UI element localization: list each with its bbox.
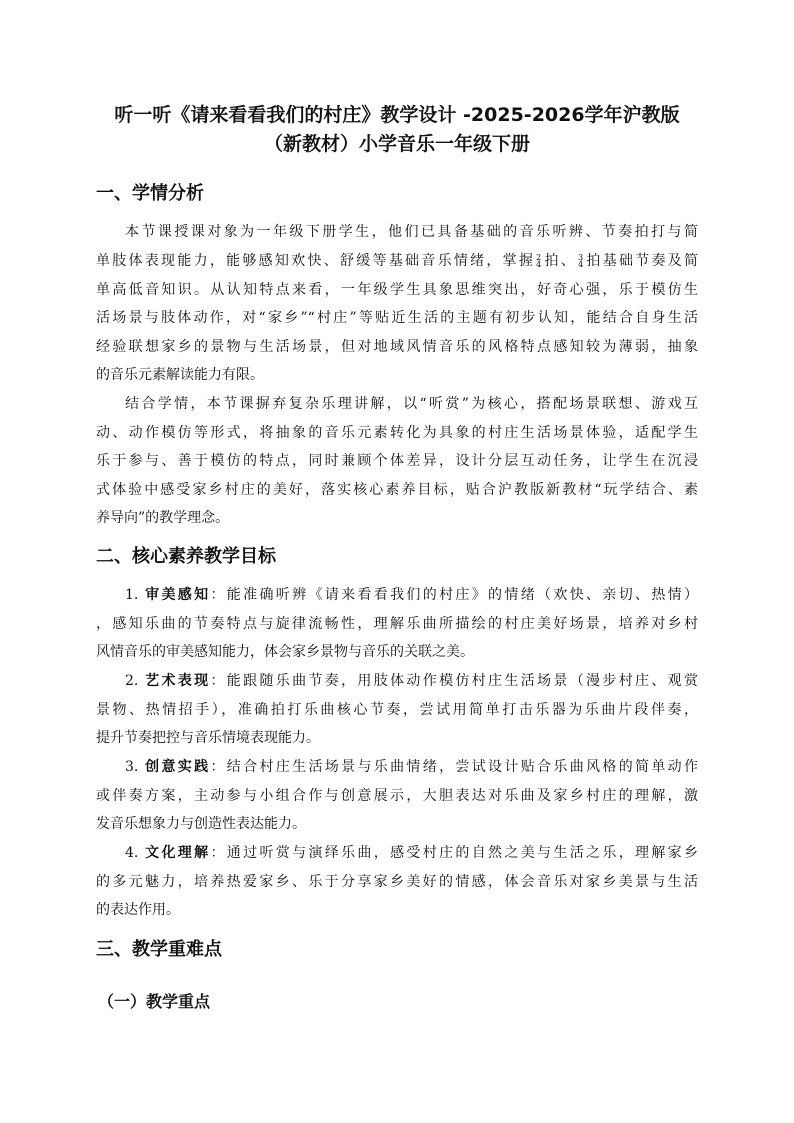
paragraph-line: 结合学情，本节课摒弃复杂乐理讲解，以“听赏”为核心，搭配场景联想、游戏互 — [125, 396, 698, 412]
paragraph-line: 的音乐元素解读能力有限。 — [96, 367, 264, 383]
goal-label: 创意实践 — [145, 759, 211, 775]
paragraph-line: 经验联想家乡的景物与生活场景，但对地域风情音乐的风格特点感知较为薄弱，抽象 — [96, 339, 698, 355]
goal-line: 1. 审美感知：能准确听辨《请来看看我们的村庄》的情绪（欢快、亲切、热情） — [125, 587, 699, 603]
goal-line: 或伴奏方案，主动参与小组合作与创意展示，大胆表达对乐曲及家乡村庄的理解，激 — [96, 788, 698, 804]
paragraph-line: 本节课授课对象为一年级下册学生，他们已具备基础的音乐听辨、节奏拍打与简 — [125, 224, 698, 240]
text-run: 拍基础节奏及简 — [584, 253, 699, 269]
time-signature-2-4: 2 4 — [536, 253, 542, 269]
section-heading-goals: 二、核心素养教学目标 — [96, 546, 276, 567]
goal-line: 3. 创意实践：结合村庄生活场景与乐曲情绪，尝试设计贴合乐曲风格的简单动作 — [125, 759, 699, 775]
paragraph-line: 动、动作模仿等形式，将抽象的音乐元素转化为具象的村庄生活场景体验，适配学生 — [96, 425, 698, 441]
goal-line: 2. 艺术表现：能跟随乐曲节奏，用肢体动作模仿村庄生活场景（漫步村庄、观赏 — [125, 673, 699, 689]
paragraph-line-with-fractions — [96, 251, 698, 271]
document-title-line-1: 听一听《请来看看我们的村庄》教学设计 -2025-2026学年沪教版 — [114, 104, 680, 126]
goal-line: 的表达作用。 — [96, 902, 180, 918]
paragraph-line: 养导向”的教学理念。 — [96, 510, 230, 526]
goal-label: 审美感知 — [145, 587, 211, 603]
goal-line: 的多元魅力，培养热爱家乡、乐于分享家乡美好的情感，体会音乐对家乡美景与生活 — [96, 874, 698, 890]
section-heading-analysis: 一、学情分析 — [96, 183, 204, 204]
paragraph-line: 活场景与肢体动作，对“家乡”“村庄”等贴近生活的主题有初步认知，能结合自身生活 — [96, 310, 698, 326]
subsection-heading-teaching-focus: （一）教学重点 — [98, 992, 211, 1011]
time-signature-3-4: 3 4 — [578, 253, 584, 269]
goal-line: 4. 文化理解：通过听赏与演绎乐曲，感受村庄的自然之美与生活之乐，理解家乡 — [125, 845, 699, 861]
goal-line: ，感知乐曲的节奏特点与旋律流畅性，理解乐曲所描绘的村庄美好场景，培养对乡村 — [96, 616, 698, 632]
goal-line: 发音乐想象力与创造性表达能力。 — [96, 816, 306, 832]
paragraph-line: 乐于参与、善于模仿的特点，同时兼顾个体差异，设计分层互动任务，让学生在沉浸 — [96, 453, 698, 469]
paragraph-line: 式体验中感受家乡村庄的美好，落实核心素养目标，贴合沪教版新教材“玩学结合、素 — [96, 482, 698, 498]
goal-label: 文化理解 — [145, 845, 211, 861]
goal-line: 风情音乐的审美感知能力，体会家乡景物与音乐的关联之美。 — [96, 644, 474, 660]
goal-line: 景物、热情招手），准确拍打乐曲核心节奏，尝试用简单打击乐器为乐曲片段伴奏， — [96, 702, 698, 718]
goal-label: 艺术表现 — [145, 673, 211, 689]
document-title-line-2: （新教材）小学音乐一年级下册 — [263, 133, 530, 155]
section-heading-key-points: 三、教学重难点 — [96, 939, 222, 960]
paragraph-line: 单高低音知识。从认知特点来看，一年级学生具象思维突出，好奇心强，乐于模仿生 — [96, 282, 699, 298]
text-run: 拍、 — [542, 253, 578, 269]
text-run: 单肢体表现能力，能够感知欢快、舒缓等基础音乐情绪，掌握 — [96, 253, 536, 269]
goal-line: 提升节奏把控与音乐情境表现能力。 — [96, 730, 320, 746]
